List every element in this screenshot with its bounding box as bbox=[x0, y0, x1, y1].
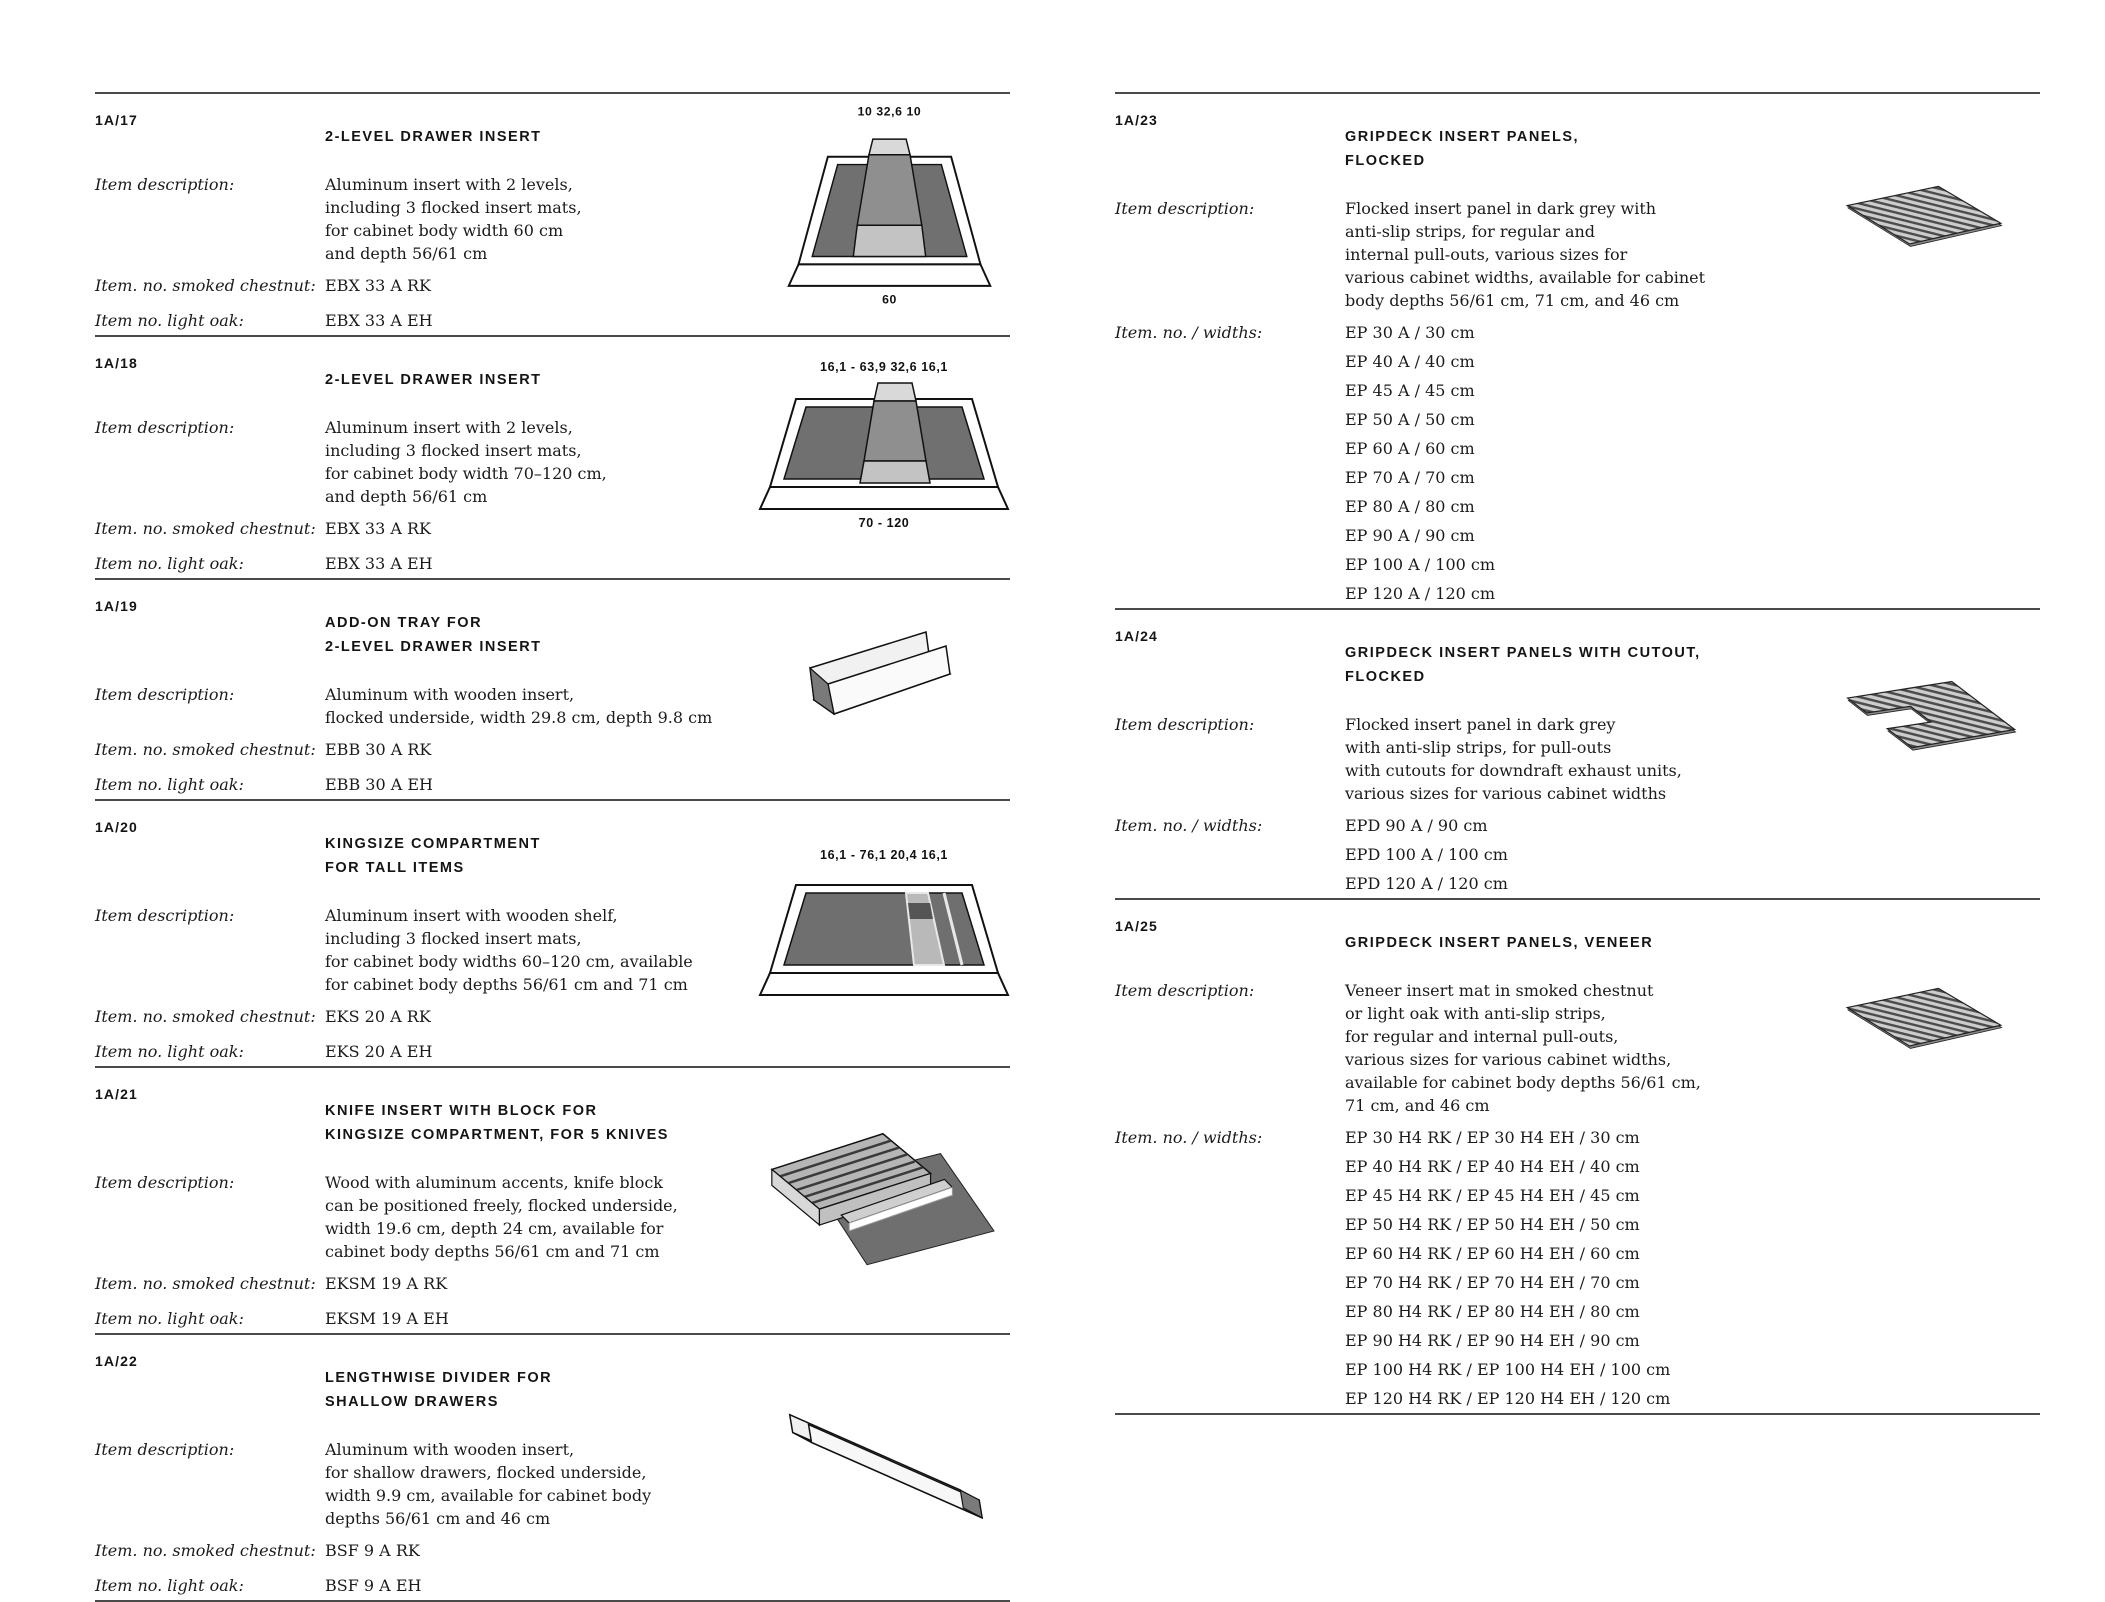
catalog-item bbox=[95, 92, 1010, 335]
spec-value-line: Aluminum with wooden insert, bbox=[325, 685, 575, 704]
item-title-line: SHALLOW DRAWERS bbox=[325, 1393, 499, 1410]
item-title-line: GRIPDECK INSERT PANELS, bbox=[1345, 128, 1580, 145]
item-illustration bbox=[777, 100, 1002, 307]
spec-value-line: EBX 33 A EH bbox=[325, 554, 433, 573]
spec-value-line: including 3 flocked insert mats, bbox=[325, 198, 582, 217]
spec-value-line: Flocked insert panel in dark grey bbox=[1345, 715, 1616, 734]
item-illustration bbox=[780, 608, 992, 748]
item-illustration bbox=[1836, 958, 2012, 1056]
spec-row-label: Item description: bbox=[95, 418, 235, 437]
spec-value-line: including 3 flocked insert mats, bbox=[325, 929, 582, 948]
spec-value-line: for cabinet body widths 60–120 cm, available bbox=[325, 952, 693, 971]
spec-row-label: Item. no. / widths: bbox=[1115, 816, 1263, 835]
catalog-item bbox=[95, 578, 1010, 799]
spec-row-value bbox=[1345, 318, 2040, 608]
spec-row-label: Item description: bbox=[1115, 715, 1255, 734]
spec-value-line: EP 50 H4 RK / EP 50 H4 EH / 50 cm bbox=[1345, 1215, 1640, 1234]
spec-row-label: Item. no. smoked chestnut: bbox=[95, 740, 316, 759]
dim-bottom-label: 70 - 120 bbox=[858, 516, 910, 530]
item-number: 1A/25 bbox=[1115, 918, 1158, 934]
spec-value-line: EP 60 H4 RK / EP 60 H4 EH / 60 cm bbox=[1345, 1244, 1640, 1263]
item-title-line: KINGSIZE COMPARTMENT, FOR 5 KNIVES bbox=[325, 1126, 669, 1143]
spec-value-line: for cabinet body width 70–120 cm, bbox=[325, 464, 607, 483]
dim-bottom-label: 60 bbox=[882, 292, 897, 307]
spec-row-label: Item. no. smoked chestnut: bbox=[95, 1541, 316, 1560]
item-number: 1A/17 bbox=[95, 112, 138, 128]
item-title-line: FOR TALL ITEMS bbox=[325, 859, 465, 876]
spec-row-value bbox=[325, 306, 1010, 335]
spec-value-line: EBX 33 A RK bbox=[325, 276, 431, 295]
spec-row bbox=[95, 1304, 1010, 1333]
item-number: 1A/20 bbox=[95, 819, 138, 835]
spec-row-label: Item. no. smoked chestnut: bbox=[95, 1274, 316, 1293]
catalog-item bbox=[1115, 898, 2040, 1413]
spec-value-line: various sizes for various cabinet widths bbox=[1345, 784, 1667, 803]
figure-gripdeck-panel-cutout bbox=[1836, 660, 2018, 761]
spec-value-line: with anti-slip strips, for pull-outs bbox=[1345, 738, 1612, 757]
item-number: 1A/19 bbox=[95, 598, 138, 614]
item-title-line: FLOCKED bbox=[1345, 152, 1426, 169]
catalog-item bbox=[1115, 608, 2040, 898]
spec-row-value bbox=[1345, 1123, 2040, 1413]
catalog-item bbox=[95, 335, 1010, 578]
spec-row-value bbox=[325, 1304, 1010, 1333]
item-title-line: 2-LEVEL DRAWER INSERT bbox=[325, 638, 542, 655]
spec-value-line: can be positioned freely, flocked underside, bbox=[325, 1196, 678, 1215]
spec-value-line: 71 cm, and 46 cm bbox=[1345, 1096, 1490, 1115]
spec-row-label: Item no. light oak: bbox=[95, 554, 244, 573]
catalog-column-left bbox=[95, 92, 1010, 1602]
spec-row-value bbox=[325, 549, 1010, 578]
spec-value-line: EP 70 A / 70 cm bbox=[1345, 468, 1475, 487]
spec-value-line: Flocked insert panel in dark grey with bbox=[1345, 199, 1657, 218]
spec-value-line: EP 45 A / 45 cm bbox=[1345, 381, 1475, 400]
item-title-line: KINGSIZE COMPARTMENT bbox=[325, 835, 541, 852]
spec-value-line: EBX 33 A EH bbox=[325, 311, 433, 330]
spec-row-label: Item no. light oak: bbox=[95, 1576, 244, 1595]
spec-value-line: including 3 flocked insert mats, bbox=[325, 441, 582, 460]
spec-value-line: body depths 56/61 cm, 71 cm, and 46 cm bbox=[1345, 291, 1680, 310]
spec-value-line: and depth 56/61 cm bbox=[325, 487, 488, 506]
spec-value-line: EKS 20 A EH bbox=[325, 1042, 433, 1061]
spec-value-line: EP 100 A / 100 cm bbox=[1345, 555, 1496, 574]
spec-row-label: Item no. light oak: bbox=[95, 1309, 244, 1328]
spec-value-line: EKS 20 A RK bbox=[325, 1007, 431, 1026]
spec-row-label: Item. no. smoked chestnut: bbox=[95, 519, 316, 538]
catalog-item bbox=[95, 799, 1010, 1066]
spec-value-line: EP 30 A / 30 cm bbox=[1345, 323, 1475, 342]
spec-value-line: EP 90 A / 90 cm bbox=[1345, 526, 1475, 545]
spec-value-line: and depth 56/61 cm bbox=[325, 244, 488, 263]
spec-row-label: Item description: bbox=[95, 906, 235, 925]
spec-row-value bbox=[325, 1269, 1010, 1298]
spec-row-label: Item. no. / widths: bbox=[1115, 323, 1263, 342]
spec-value-line: EBB 30 A EH bbox=[325, 775, 433, 794]
spec-value-line: for cabinet body depths 56/61 cm and 71 cm bbox=[325, 975, 688, 994]
spec-value-line: for regular and internal pull-outs, bbox=[1345, 1027, 1619, 1046]
spec-value-line: Veneer insert mat in smoked chestnut bbox=[1345, 981, 1654, 1000]
item-number: 1A/23 bbox=[1115, 112, 1158, 128]
spec-value-line: EBB 30 A RK bbox=[325, 740, 432, 759]
spec-row-value bbox=[325, 1571, 1010, 1600]
spec-value-line: depths 56/61 cm and 46 cm bbox=[325, 1509, 551, 1528]
item-illustration bbox=[758, 845, 1010, 1003]
item-title bbox=[1345, 931, 2040, 955]
spec-value-line: EPD 120 A / 120 cm bbox=[1345, 874, 1508, 893]
spec-row-label: Item. no. smoked chestnut: bbox=[95, 276, 316, 295]
spec-value-line: Aluminum insert with 2 levels, bbox=[325, 175, 573, 194]
item-number: 1A/21 bbox=[95, 1086, 138, 1102]
spec-value-line: BSF 9 A RK bbox=[325, 1541, 420, 1560]
spec-value-line: EP 50 A / 50 cm bbox=[1345, 410, 1475, 429]
spec-value-line: EKSM 19 A EH bbox=[325, 1309, 449, 1328]
figure-add-on-tray bbox=[780, 608, 992, 748]
spec-row-label: Item description: bbox=[95, 685, 235, 704]
spec-row-label: Item. no. / widths: bbox=[1115, 1128, 1263, 1147]
item-title-line: ADD-ON TRAY FOR bbox=[325, 614, 483, 631]
spec-row-label: Item description: bbox=[95, 175, 235, 194]
spec-value-line: EP 120 H4 RK / EP 120 H4 EH / 120 cm bbox=[1345, 1389, 1671, 1408]
spec-value-line: EP 45 H4 RK / EP 45 H4 EH / 45 cm bbox=[1345, 1186, 1640, 1205]
item-rows bbox=[1115, 197, 2040, 608]
spec-value-line: EP 80 H4 RK / EP 80 H4 EH / 80 cm bbox=[1345, 1302, 1640, 1321]
spec-row bbox=[95, 770, 1010, 799]
spec-row bbox=[95, 306, 1010, 335]
figure-gripdeck-panel-flocked bbox=[1836, 156, 2012, 254]
spec-row-label: Item description: bbox=[1115, 981, 1255, 1000]
spec-value-line: anti-slip strips, for regular and bbox=[1345, 222, 1596, 241]
spec-value-line: for cabinet body width 60 cm bbox=[325, 221, 564, 240]
figure-knife-insert-block bbox=[750, 1104, 998, 1271]
spec-value-line: or light oak with anti-slip strips, bbox=[1345, 1004, 1606, 1023]
dim-top-label: 16,1 - 63,9 32,6 16,1 bbox=[820, 360, 948, 374]
spec-value-line: with cutouts for downdraft exhaust units, bbox=[1345, 761, 1682, 780]
item-title-line: 2-LEVEL DRAWER INSERT bbox=[325, 371, 542, 388]
item-title-line: FLOCKED bbox=[1345, 668, 1426, 685]
catalog-column-right bbox=[1115, 92, 2040, 1415]
spec-value-line: Aluminum with wooden insert, bbox=[325, 1440, 575, 1459]
item-title-line: LENGTHWISE DIVIDER FOR bbox=[325, 1369, 553, 1386]
spec-value-line: width 9.9 cm, available for cabinet body bbox=[325, 1486, 652, 1505]
spec-row bbox=[1115, 1123, 2040, 1413]
item-title-line: GRIPDECK INSERT PANELS WITH CUTOUT, bbox=[1345, 644, 1701, 661]
spec-value-line: BSF 9 A EH bbox=[325, 1576, 422, 1595]
spec-value-line: Aluminum insert with 2 levels, bbox=[325, 418, 573, 437]
spec-row-label: Item. no. smoked chestnut: bbox=[95, 1007, 316, 1026]
spec-value-line: various sizes for various cabinet widths, bbox=[1345, 1050, 1672, 1069]
spec-row bbox=[95, 1571, 1010, 1600]
item-title-line: 2-LEVEL DRAWER INSERT bbox=[325, 128, 542, 145]
spec-row-label: Item description: bbox=[95, 1440, 235, 1459]
spec-value-line: EP 40 H4 RK / EP 40 H4 EH / 40 cm bbox=[1345, 1157, 1640, 1176]
figure-drawer-insert-narrow bbox=[777, 100, 1002, 307]
item-number: 1A/22 bbox=[95, 1353, 138, 1369]
figure-drawer-insert-wide bbox=[758, 357, 1010, 531]
spec-row-value bbox=[325, 1536, 1010, 1565]
spec-value-line: EP 60 A / 60 cm bbox=[1345, 439, 1475, 458]
spec-value-line: cabinet body depths 56/61 cm and 71 cm bbox=[325, 1242, 660, 1261]
spec-row-label: Item description: bbox=[95, 1173, 235, 1192]
spec-row-label: Item no. light oak: bbox=[95, 775, 244, 794]
spec-value-line: EPD 100 A / 100 cm bbox=[1345, 845, 1508, 864]
spec-row-label: Item description: bbox=[1115, 199, 1255, 218]
dim-top-label: 10 32,6 10 bbox=[857, 104, 922, 119]
item-illustration bbox=[750, 1104, 998, 1271]
spec-value-line: available for cabinet body depths 56/61 cm, bbox=[1345, 1073, 1701, 1092]
item-illustration bbox=[752, 1373, 1000, 1532]
spec-value-line: EP 40 A / 40 cm bbox=[1345, 352, 1475, 371]
dim-top-label: 16,1 - 76,1 20,4 16,1 bbox=[820, 848, 948, 862]
spec-value-line: EKSM 19 A RK bbox=[325, 1274, 448, 1293]
spec-value-line: EP 90 H4 RK / EP 90 H4 EH / 90 cm bbox=[1345, 1331, 1640, 1350]
spec-value-line: EPD 90 A / 90 cm bbox=[1345, 816, 1488, 835]
item-number: 1A/18 bbox=[95, 355, 138, 371]
figure-kingsize-compartment bbox=[758, 845, 1010, 1003]
spec-value-line: EBX 33 A RK bbox=[325, 519, 431, 538]
spec-value-line: EP 120 A / 120 cm bbox=[1345, 584, 1496, 603]
item-illustration bbox=[1836, 660, 2018, 761]
spec-row bbox=[95, 1536, 1010, 1565]
spec-value-line: EP 70 H4 RK / EP 70 H4 EH / 70 cm bbox=[1345, 1273, 1640, 1292]
spec-row bbox=[95, 1002, 1010, 1031]
figure-lengthwise-divider bbox=[752, 1373, 1000, 1532]
catalog-item bbox=[95, 1333, 1010, 1600]
spec-row-value bbox=[1345, 811, 2040, 898]
spec-row-label: Item no. light oak: bbox=[95, 311, 244, 330]
figure-gripdeck-panel-veneer bbox=[1836, 958, 2012, 1056]
spec-value-line: EP 100 H4 RK / EP 100 H4 EH / 100 cm bbox=[1345, 1360, 1671, 1379]
spec-row bbox=[95, 549, 1010, 578]
catalog-item bbox=[95, 1066, 1010, 1333]
catalog-item bbox=[1115, 92, 2040, 608]
item-illustration bbox=[758, 357, 1010, 531]
spec-value-line: Aluminum insert with wooden shelf, bbox=[325, 906, 618, 925]
spec-row bbox=[1115, 318, 2040, 608]
item-title-line: GRIPDECK INSERT PANELS, VENEER bbox=[1345, 934, 1654, 951]
spec-row bbox=[95, 1269, 1010, 1298]
spec-row-value bbox=[325, 1037, 1010, 1066]
spec-row bbox=[95, 1037, 1010, 1066]
spec-value-line: various cabinet widths, available for cabinet bbox=[1345, 268, 1706, 287]
spec-row bbox=[1115, 811, 2040, 898]
item-title-line: KNIFE INSERT WITH BLOCK FOR bbox=[325, 1102, 598, 1119]
spec-row-value bbox=[325, 1002, 1010, 1031]
spec-value-line: width 19.6 cm, depth 24 cm, available for bbox=[325, 1219, 664, 1238]
item-number: 1A/24 bbox=[1115, 628, 1158, 644]
spec-value-line: EP 80 A / 80 cm bbox=[1345, 497, 1475, 516]
spec-value-line: Wood with aluminum accents, knife block bbox=[325, 1173, 663, 1192]
spec-value-line: EP 30 H4 RK / EP 30 H4 EH / 30 cm bbox=[1345, 1128, 1640, 1147]
item-illustration bbox=[1836, 156, 2012, 254]
spec-value-line: for shallow drawers, flocked underside, bbox=[325, 1463, 647, 1482]
spec-row-label: Item no. light oak: bbox=[95, 1042, 244, 1061]
spec-value-line: internal pull-outs, various sizes for bbox=[1345, 245, 1628, 264]
spec-row-value bbox=[325, 770, 1010, 799]
spec-value-line: flocked underside, width 29.8 cm, depth 9.8 cm bbox=[325, 708, 713, 727]
